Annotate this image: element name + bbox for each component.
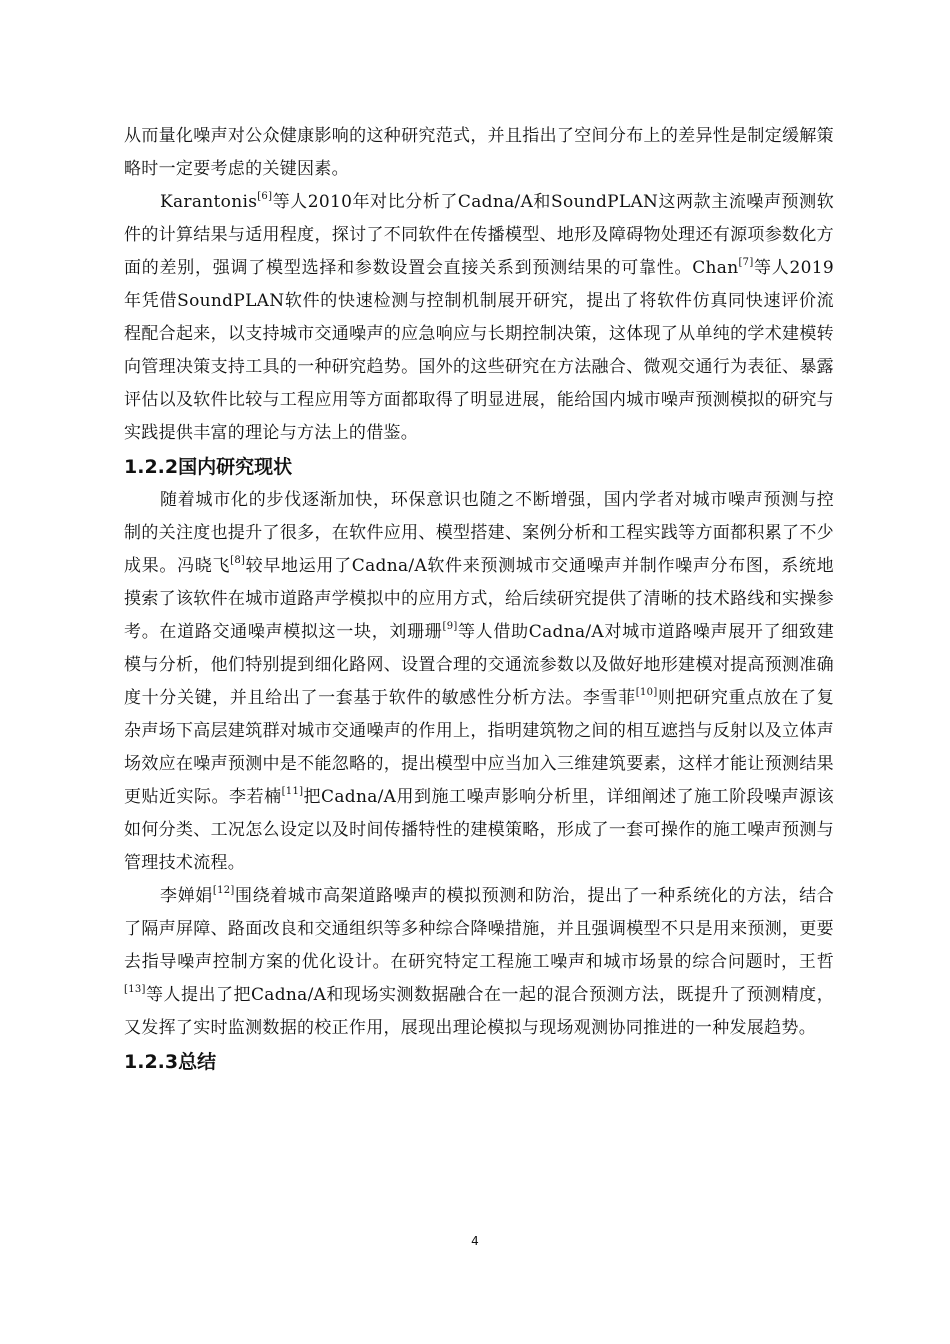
citation-ref: [12] [212, 885, 235, 897]
text-run: 较早地运用了Cadna/A软件来预测城市交通噪声并制作噪声分布图，系统地摸索了该软件在城市道路声学模拟中的应用方式，给后续研究提供了清晰的技术路线和实操参考。在道路交通噪声模拟这一块，刘珊珊 [124, 556, 834, 642]
citation-ref: [11] [281, 786, 304, 798]
text-run: 等人2019年凭借SoundPLAN软件的快速检测与控制机制展开研究，提出了将软件仿真同快速评价流程配合起来，以支持城市交通噪声的应急响应与长期控制决策，这体现了从单纯的学术建模转向管理决策支持工具的一种研究趋势。国外的这些研究在方法融合、微观交通行为表征、暴露评估以及软件比较与工程应用等方面都取得了明显进展，能给国内城市噪声预测模拟的研究与实践提供丰富的理论与方法上的借鉴。 [124, 258, 834, 443]
text-run: 李婵娟 [160, 886, 213, 906]
citation-ref: [9] [442, 621, 458, 633]
text-run: Karantonis [160, 192, 258, 212]
citation-ref: [10] [635, 687, 658, 699]
citation-ref: [7] [738, 257, 754, 269]
section-heading-domestic: 1.2.2国内研究现状 [124, 456, 293, 478]
citation-ref: [8] [230, 555, 246, 567]
text-run: 随着城市化的步伐逐渐加快，环保意识也随之不断增强，国内学者对城市噪声预测与控制的关注度也提升了很多，在软件应用、模型搭建、案例分析和工程实践等方面都积累了不少成果。冯晓飞 [124, 490, 834, 576]
text-run: 从而量化噪声对公众健康影响的这种研究范式，并且指出了空间分布上的差异性是制定缓解策略时一定要考虑的关键因素。 [124, 126, 834, 179]
paragraph-foreign-research [124, 186, 834, 450]
text-run: 围绕着城市高架道路噪声的模拟预测和防治，提出了一种系统化的方法，结合了隔声屏障、路面改良和交通组织等多种综合降噪措施，并且强调模型不只是用来预测，更要去指导噪声控制方案的优化设计。在研究特定工程施工噪声和城市场景的综合问题时，王哲 [124, 886, 834, 972]
text-run: 则把研究重点放在了复杂声场下高层建筑群对城市交通噪声的作用上，指明建筑物之间的相互遮挡与反射以及立体声场效应在噪声预测中是不能忽略的，提出模型中应当加入三维建筑要素，这样才能让预测结果更贴近实际。李若楠 [124, 688, 835, 807]
text-run: 等人2010年对比分析了Cadna/A和SoundPLAN这两款主流噪声预测软件的计算结果与适用程度，探讨了不同软件在传播模型、地形及障碍物处理还有源项参数化方面的差别，强调了模型选择和参数设置会直接关系到预测结果的可靠性。Chan [124, 192, 834, 278]
paragraph-elevated-road [124, 880, 834, 1045]
page-number: 4 [471, 1234, 479, 1248]
citation-ref: [6] [257, 191, 273, 203]
section-heading-summary: 1.2.3总结 [124, 1051, 217, 1073]
document-body [124, 120, 834, 1079]
text-run: 等人提出了把Cadna/A和现场实测数据融合在一起的混合预测方法，既提升了预测精度，又发挥了实时监测数据的校正作用，展现出理论模拟与现场观测协同推进的一种发展趋势。 [124, 985, 834, 1038]
paragraph-domestic-research [124, 484, 834, 880]
text-run: 把Cadna/A用到施工噪声影响分析里，详细阐述了施工阶段噪声源该如何分类、工况怎么设定以及时间传播特性的建模策略，形成了一套可操作的施工噪声预测与管理技术流程。 [124, 787, 835, 873]
paragraph-continuation [124, 120, 834, 186]
text-run: 等人借助Cadna/A对城市道路噪声展开了细致建模与分析，他们特别提到细化路网、设置合理的交通流参数以及做好地形建模对提高预测准确度十分关键，并且给出了一套基于软件的敏感性分析方法。李雪菲 [124, 622, 835, 708]
citation-ref: [13] [124, 984, 146, 996]
